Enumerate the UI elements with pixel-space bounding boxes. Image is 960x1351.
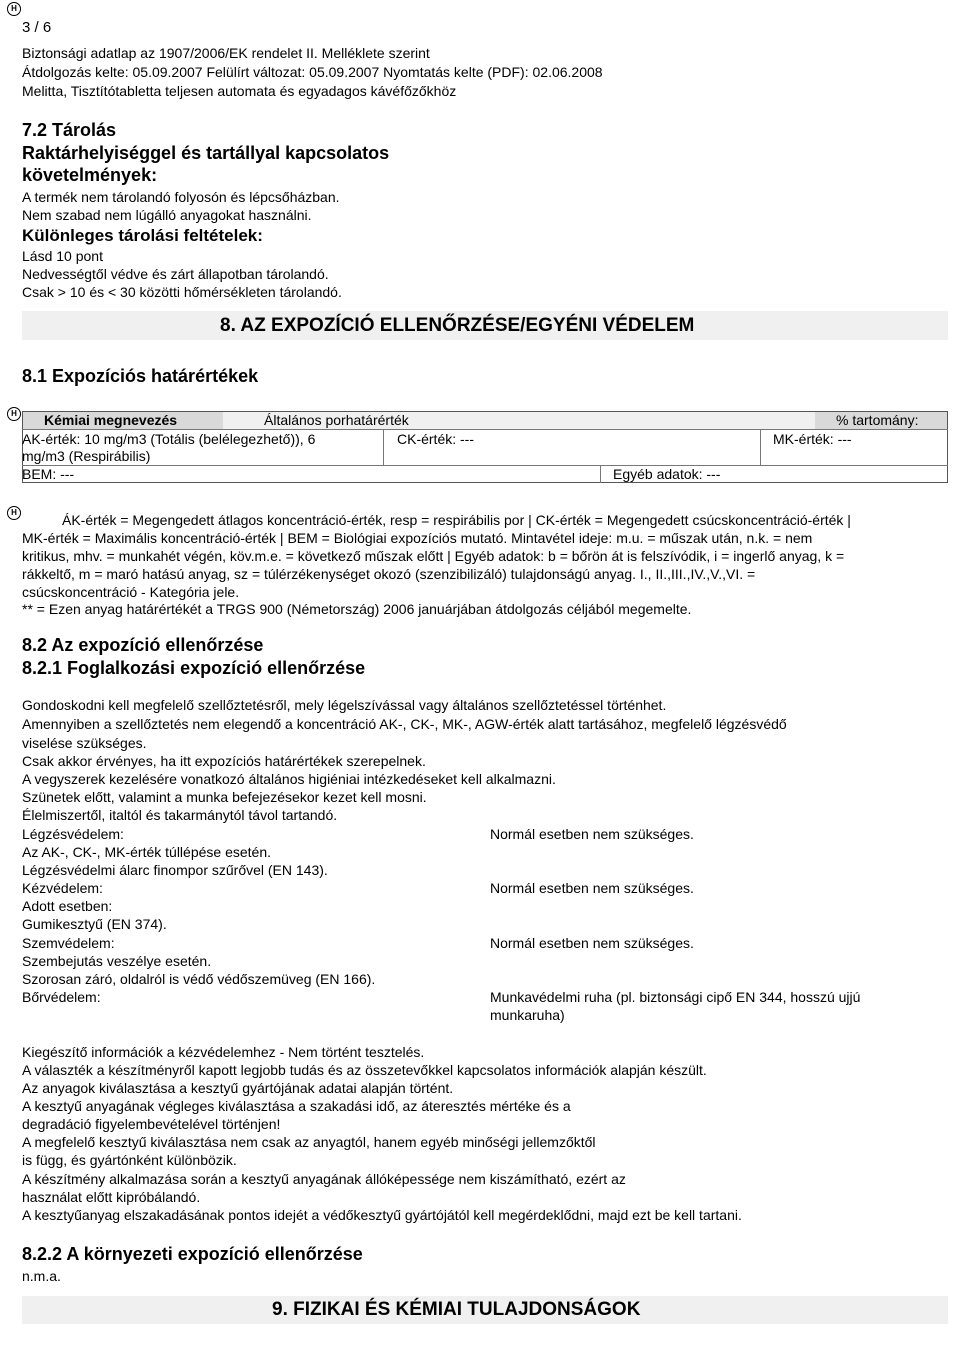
glove-info-line: A kesztyűanyag elszakadásának pontos idejét a védőkesztyű gyártójától kell megérdeklődni, majd ezt be kell tartani. (22, 1207, 742, 1223)
body-line: Szorosan záró, oldalról is védő védőszemüveg (EN 166). (22, 971, 376, 987)
storage-text: A termék nem tárolandó folyosón és lépcsőházban. (22, 189, 340, 205)
table-divider (22, 465, 948, 466)
other-data-value: Egyéb adatok: --- (613, 466, 721, 482)
body-line: Amennyiben a szellőztetés nem elegendő a koncentráció AK-, CK-, MK-, AGW-érték alatt tartásához, megfelelő légzésvédő (22, 716, 787, 732)
hand-label: Kézvédelem: (22, 880, 103, 896)
glove-info-line: is függ, és gyártónként különbözik. (22, 1152, 237, 1168)
skin-value: Munkavédelmi ruha (pl. biztonsági cipő EN 344, hosszú ujjú (490, 989, 861, 1005)
legend-text: csúcskoncentráció - Kategória jele. (22, 584, 240, 600)
section-8-2-2-title: 8.2.2 A környezeti expozíció ellenőrzése (22, 1244, 363, 1264)
legend-text: rákkeltő, m = maró hatású anyag, sz = túlérzékenységet okozó (szenzibilizáló) tulajdonságú anyag. I., II.,III.,IV.,V.,VI. = (22, 566, 756, 582)
section-8-2-1-title: 8.2.1 Foglalkozási expozíció ellenőrzése (22, 658, 366, 678)
hand-value: Normál esetben nem szükséges. (490, 880, 694, 896)
body-line: A vegyszerek kezelésére vonatkozó általános higiéniai intézkedéseket kell alkalmazni. (22, 771, 556, 787)
eye-value: Normál esetben nem szükséges. (490, 935, 694, 951)
skin-value-cont: munkaruha) (490, 1007, 565, 1023)
body-line: viselése szükséges. (22, 735, 147, 751)
col-percent-range: % tartomány: (836, 412, 919, 428)
glove-info-line: A választék a készítményről kapott legjobb tudás és az összetevőkkel kapcsolatos információk alapján készült. (22, 1062, 707, 1078)
legend-text: ** = Ezen anyag határértékét a TRGS 900 (Németország) 2006 januárjában átdolgozás céljából megemelte. (22, 601, 692, 617)
body-line: Élelmiszertől, italtól és takarmánytól távol tartandó. (22, 807, 338, 823)
eye-label: Szemvédelem: (22, 935, 115, 951)
body-line: Légzésvédelmi álarc finompor szűrővel (EN 143). (22, 862, 328, 878)
section-9-title: 9. FIZIKAI ÉS KÉMIAI TULAJDONSÁGOK (272, 1299, 641, 1320)
glove-info-line: használat előtt kipróbálandó. (22, 1189, 201, 1205)
glove-info-line: A készítmény alkalmazása során a kesztyű anyagának állóképessége nem kiszámítható, ezért az (22, 1171, 626, 1187)
respiratory-label: Légzésvédelem: (22, 826, 124, 842)
body-line: Gumikesztyű (EN 374). (22, 916, 167, 932)
glove-info-line: Kiegészítő információk a kézvédelemhez - Nem történt tesztelés. (22, 1044, 425, 1060)
col-chemical-name: Kémiai megnevezés (44, 412, 178, 428)
legend-text: MK-érték = Maximális koncentráció-érték | BEM = Biológiai expozíciós mutató. Mintavétel ideje: m.u. = műszak után, n.k. = nem (22, 530, 813, 546)
h-marker-icon: H (7, 2, 21, 16)
storage-req-heading-2: követelmények: (22, 165, 158, 185)
respiratory-value: Normál esetben nem szükséges. (490, 826, 694, 842)
skin-label: Bőrvédelem: (22, 989, 101, 1005)
storage-req-heading-1: Raktárhelyiséggel és tartállyal kapcsolatos (22, 143, 390, 163)
h-marker-icon: H (7, 506, 21, 520)
body-line: Az AK-, CK-, MK-érték túllépése esetén. (22, 844, 271, 860)
ck-value: CK-érték: --- (397, 431, 474, 447)
body-line: Gondoskodni kell megfelelő szellőztetésről, mely légelszívással vagy általános szellőztetéssel történhet. (22, 697, 667, 713)
special-storage-heading: Különleges tárolási feltételek: (22, 226, 263, 245)
table-divider (760, 430, 761, 465)
body-line: Csak akkor érvényes, ha itt expozíciós határértékek szerepelnek. (22, 753, 426, 769)
glove-info-line: A megfelelő kesztyű kiválasztása nem csak az anyagtól, hanem egyéb minőségi jellemzőktől (22, 1134, 596, 1150)
table-divider (22, 429, 948, 430)
glove-info-line: A kesztyű anyagának végleges kiválasztása a szakadási idő, az áteresztés mértéke és a (22, 1098, 571, 1114)
product-line: Melitta, Tisztítótabletta teljesen automata és egyadagos kávéfőzőkhöz (22, 83, 457, 99)
storage-text: Csak > 10 és < 30 közötti hőmérsékleten tárolandó. (22, 284, 342, 300)
regulation-line: Biztonsági adatlap az 1907/2006/EK rendelet II. Melléklete szerint (22, 45, 430, 61)
storage-text: Nem szabad nem lúgálló anyagokat használni. (22, 207, 312, 223)
body-line: Adott esetben: (22, 898, 113, 914)
legend-text: kritikus, mhv. = munkahét végén, köv.m.e. = következő műszak előtt | Egyéb adatok: b = bőrön át is felszívódik, i = ingerlő anyag, k = (22, 548, 845, 564)
ak-value-cont: mg/m3 (Respirábilis) (22, 448, 151, 464)
mk-value: MK-érték: --- (773, 431, 852, 447)
ak-value: AK-érték: 10 mg/m3 (Totális (belélegezhető)), 6 (22, 431, 316, 447)
bem-value: BEM: --- (22, 466, 75, 482)
dates-line: Átdolgozás kelte: 05.09.2007 Felülírt változat: 05.09.2007 Nyomtatás kelte (PDF): 02.06.2008 (22, 64, 603, 80)
body-line: Szünetek előtt, valamint a munka befejezésekor kezet kell mosni. (22, 789, 427, 805)
storage-text: Lásd 10 pont (22, 248, 103, 264)
env-exposure-value: n.m.a. (22, 1268, 61, 1284)
table-divider (600, 465, 601, 483)
glove-info-line: Az anyagok kiválasztása a kesztyű gyártójának adatai alapján történt. (22, 1080, 454, 1096)
section-8-title: 8. AZ EXPOZÍCIÓ ELLENŐRZÉSE/EGYÉNI VÉDELEM (220, 315, 695, 336)
body-line: Szembejutás veszélye esetén. (22, 953, 212, 969)
h-marker-icon: H (7, 407, 21, 421)
glove-info-line: degradáció figyelembevételével történjen! (22, 1116, 281, 1132)
table-divider (383, 430, 384, 465)
section-8-1-title: 8.1 Expozíciós határértékek (22, 366, 259, 386)
section-7-2-title: 7.2 Tárolás (22, 120, 117, 140)
col-dust-limit: Általános porhatárérték (264, 412, 409, 428)
section-8-2-title: 8.2 Az expozíció ellenőrzése (22, 635, 264, 655)
legend-text: ÁK-érték = Megengedett átlagos koncentráció-érték, resp = respirábilis por | CK-érték = Megengedett csúcskoncentráció-érték | (62, 512, 851, 528)
page-number: 3 / 6 (22, 19, 52, 36)
storage-text: Nedvességtől védve és zárt állapotban tárolandó. (22, 266, 329, 282)
